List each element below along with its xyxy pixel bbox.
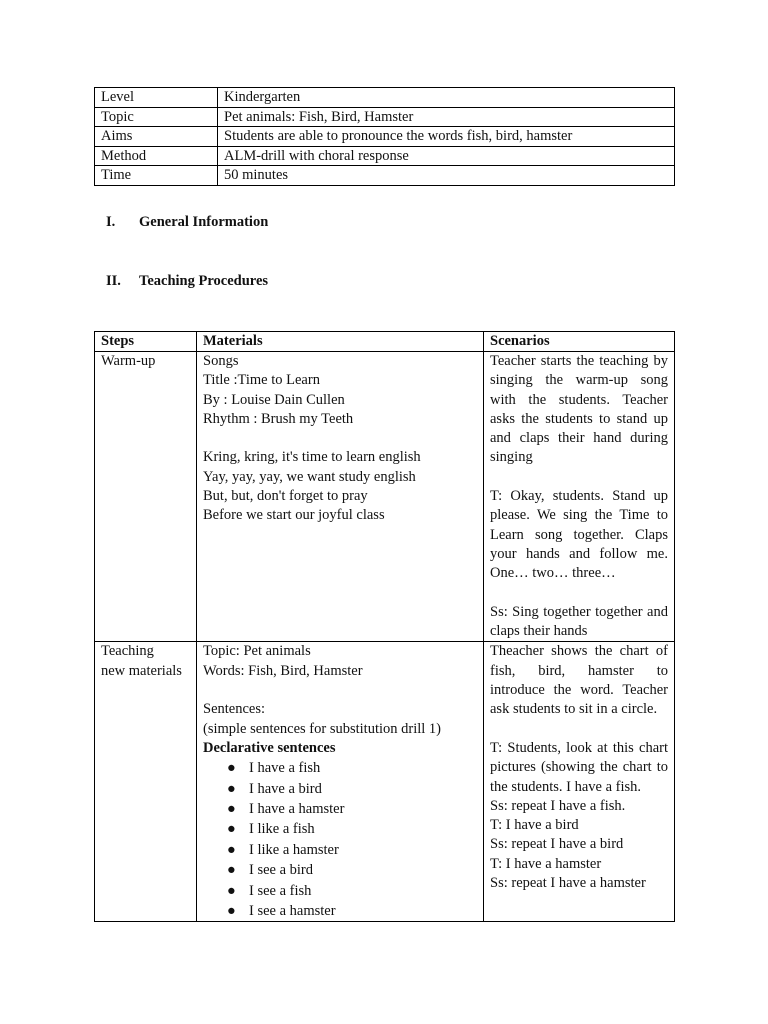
list-item: ● I see a hamster	[249, 901, 477, 921]
bullet-icon: ●	[227, 841, 236, 858]
scenario-paragraph: Teacher starts the teaching by singing the warm-up song with the students. Teacher asks the students to stand up and claps their hand during singing	[490, 353, 668, 466]
sentence-list	[203, 758, 477, 921]
step-line: new materials	[101, 662, 182, 679]
material-line: Title :Time to Learn	[203, 372, 320, 389]
list-item: ● I have a bird	[249, 779, 477, 799]
dialogue-line: Ss: repeat I have a hamster	[490, 875, 646, 892]
list-item: ● I see a fish	[249, 881, 477, 901]
table-header-row	[95, 332, 675, 352]
section-title: General Information	[139, 214, 269, 230]
info-key: Time	[95, 166, 218, 186]
step-line: Teaching	[101, 643, 154, 660]
table-row	[95, 127, 675, 147]
info-value: Students are able to pronounce the words fish, bird, hamster	[218, 127, 675, 147]
table-row	[95, 107, 675, 127]
table-row-warmup	[95, 352, 675, 642]
declarative-label: Declarative sentences	[203, 739, 336, 756]
section-number: I.	[106, 214, 116, 230]
section-heading-procedures	[106, 273, 268, 290]
material-line: Songs	[203, 353, 239, 369]
bullet-icon: ●	[227, 862, 236, 879]
info-value: Pet animals: Fish, Bird, Hamster	[218, 107, 675, 127]
scenario-paragraph: Ss: Sing together together and claps their hands	[490, 603, 668, 640]
materials-cell	[197, 642, 484, 922]
material-line: Sentences:	[203, 701, 266, 718]
section-title: Teaching Procedures	[139, 273, 269, 289]
info-key: Level	[95, 88, 218, 108]
lyric-line: But, but, don't forget to pray	[203, 488, 368, 505]
bullet-icon: ●	[227, 780, 236, 797]
material-line: Words: Fish, Bird, Hamster	[203, 662, 363, 679]
info-value: Kindergarten	[218, 88, 675, 108]
info-key: Topic	[95, 107, 218, 127]
lesson-info-table	[94, 87, 675, 186]
bullet-icon: ●	[227, 801, 236, 818]
materials-cell	[197, 352, 484, 642]
scenario-paragraph: T: Students, look at this chart pictures (showing the chart to the students. I have a fish.	[490, 739, 668, 795]
table-row-teaching	[95, 642, 675, 922]
header-materials: Materials	[197, 332, 484, 352]
scenario-cell	[484, 352, 675, 642]
bullet-icon: ●	[227, 882, 236, 899]
info-key: Method	[95, 146, 218, 166]
dialogue-line: T: I have a hamster	[490, 855, 602, 872]
scenario-paragraph: Theacher shows the chart of fish, bird, hamster to introduce the word. Teacher ask students to sit in a circle.	[490, 643, 668, 718]
list-item: ● I see a bird	[249, 860, 477, 880]
scenario-cell	[484, 642, 675, 922]
bullet-icon: ●	[227, 903, 236, 920]
material-line: By : Louise Dain Cullen	[203, 391, 345, 408]
section-number: II.	[106, 273, 121, 289]
material-line: Topic: Pet animals	[203, 643, 311, 660]
material-line: (simple sentences for substitution drill 1)	[203, 720, 442, 737]
lyric-line: Before we start our joyful class	[203, 507, 385, 524]
bullet-icon: ●	[227, 821, 236, 838]
info-value: 50 minutes	[218, 166, 675, 186]
dialogue-line: Ss: repeat I have a fish.	[490, 797, 626, 814]
teaching-procedures-table	[94, 331, 675, 922]
step-cell: Warm-up	[95, 352, 197, 642]
list-item: ● I have a hamster	[249, 799, 477, 819]
step-cell	[95, 642, 197, 922]
lyric-line: Kring, kring, it's time to learn english	[203, 449, 421, 466]
info-key: Aims	[95, 127, 218, 147]
dialogue-line: T: I have a bird	[490, 817, 579, 834]
list-item: ● I have a fish	[249, 758, 477, 778]
list-item: ● I like a fish	[249, 819, 477, 839]
header-steps: Steps	[95, 332, 197, 352]
table-row	[95, 88, 675, 108]
list-item: ● I like a hamster	[249, 840, 477, 860]
section-heading-general	[106, 214, 268, 231]
table-row	[95, 166, 675, 186]
material-line: Rhythm : Brush my Teeth	[203, 410, 354, 427]
scenario-paragraph: T: Okay, students. Stand up please. We sing the Time to Learn song together. Claps your hands and follow me. One… two… three…	[490, 488, 668, 582]
header-scenarios: Scenarios	[484, 332, 675, 352]
lyric-line: Yay, yay, yay, we want study english	[203, 468, 416, 485]
table-row	[95, 146, 675, 166]
dialogue-line: Ss: repeat I have a bird	[490, 836, 624, 853]
info-value: ALM-drill with choral response	[218, 146, 675, 166]
bullet-icon: ●	[227, 760, 236, 777]
